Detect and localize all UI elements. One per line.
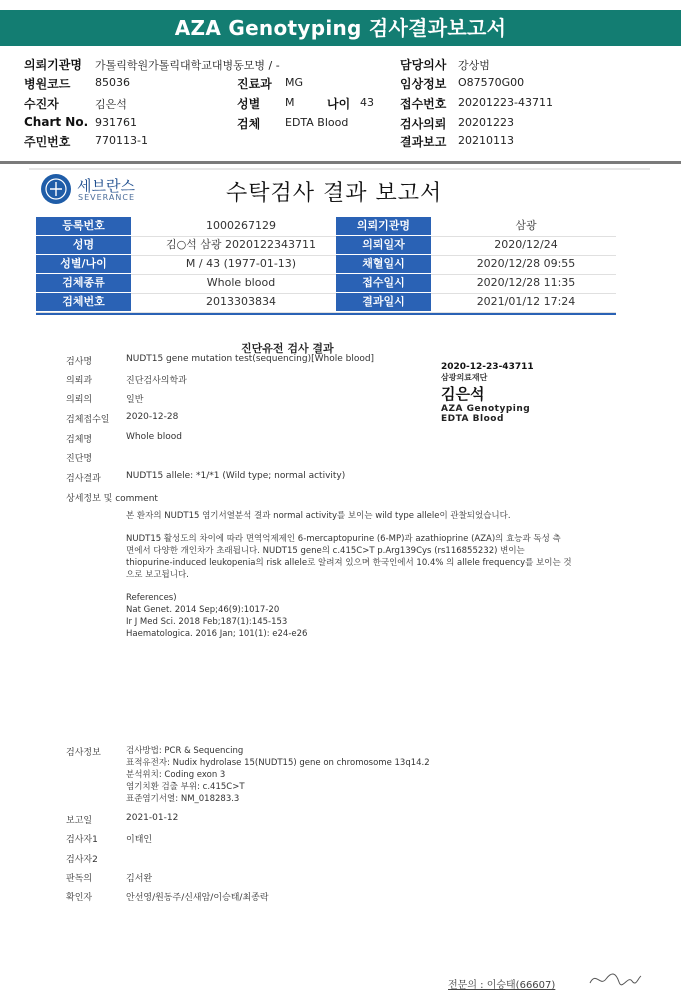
info-value: 1000267129	[206, 219, 276, 232]
resident-no-value: 770113-1	[95, 134, 148, 147]
info-value: 2021/01/12 17:24	[476, 295, 576, 308]
info-value: Whole blood	[206, 276, 276, 289]
header-divider	[0, 161, 681, 164]
patient-label: 수진자	[24, 97, 59, 111]
result-label: 검사결과	[66, 474, 101, 484]
report-day-value: 2021-01-12	[126, 813, 179, 823]
specimen-value: EDTA Blood	[285, 116, 349, 129]
verifier-value: 안선영/원동주/신새암/이승태/최종락	[126, 893, 269, 903]
test-info-line: 표준염기서열: NM_018283.3	[126, 794, 240, 804]
report-date-label: 결과보고	[400, 135, 447, 149]
section-title: 진단유전 검사 결과	[241, 342, 334, 355]
info-label: 채혈일시	[336, 255, 431, 273]
stamp-specimen: EDTA Blood	[441, 414, 504, 424]
doctor-label: 의뢰의	[66, 395, 93, 405]
dept-value: 진단검사의학과	[126, 376, 187, 386]
test-info-label: 검사정보	[66, 748, 101, 758]
signer-line: 전문의 : 이승태(66607)	[448, 980, 556, 991]
comment-line: 본 환자의 NUDT15 염기서열분석 결과 normal activity를 보이는 wild type allele이 관찰되었습니다.	[126, 511, 511, 521]
info-row	[36, 274, 616, 294]
outsourced-test-report	[31, 170, 648, 1000]
test-info-line: 분석위치: Coding exon 3	[126, 770, 226, 780]
hospital-name-value: 가톨릭학원가톨릭대학교대병동모병 / -	[95, 59, 280, 72]
info-label: 접수일시	[336, 274, 431, 292]
stamp-patient: 김은석	[441, 385, 485, 403]
chart-no-label: Chart No.	[24, 115, 89, 129]
severance-logo-icon	[41, 174, 71, 204]
info-label: 의뢰기관명	[336, 217, 431, 235]
comment-line: 으로 보고됩니다.	[126, 570, 189, 580]
request-date-value: 20201223	[458, 116, 514, 129]
info-value: 2020/12/28 09:55	[476, 257, 576, 270]
test-info-line: 염기치환 검출 부위: c.415C>T	[126, 782, 245, 792]
info-row	[36, 255, 616, 275]
age-value: 43	[360, 96, 374, 109]
sex-label: 성별	[237, 97, 261, 111]
info-table-divider	[36, 313, 616, 315]
test-info-line: 검사방법: PCR & Sequencing	[126, 746, 244, 756]
result-value: NUDT15 allele: *1/*1 (Wild type; normal activity)	[126, 471, 346, 481]
info-value: M / 43 (1977-01-13)	[185, 257, 297, 270]
request-date-label: 검사의뢰	[400, 117, 447, 131]
received-date-value: 2020-12-28	[126, 412, 179, 422]
reference-line: Haematologica. 2016 Jan; 101(1): e24-e26	[126, 629, 308, 639]
info-value: 2020/12/24	[494, 238, 558, 251]
specimen-name-label: 검체명	[66, 435, 93, 445]
clinical-info-value: O87570G00	[458, 76, 525, 89]
specimen-label: 검체	[237, 117, 261, 131]
report-date-value: 20210113	[458, 134, 514, 147]
reference-line: References)	[126, 593, 177, 603]
age-label: 나이	[327, 97, 351, 111]
test-name-value: NUDT15 gene mutation test(sequencing)[Whole blood]	[126, 354, 375, 364]
chart-no-value: 931761	[95, 116, 137, 129]
test-name-label: 검사명	[66, 357, 93, 367]
dept-label: 의뢰과	[66, 376, 93, 386]
stamp-test: AZA Genotyping	[441, 404, 531, 414]
reference-line: Ir J Med Sci. 2018 Feb;187(1):145-153	[126, 617, 288, 627]
info-label: 등록번호	[36, 217, 131, 235]
report-title: 수탁검사 결과 보고서	[226, 181, 443, 206]
reader-label: 판독의	[66, 874, 93, 884]
info-value: 2020/12/28 11:35	[476, 276, 576, 289]
diagnosis-label: 진단명	[66, 454, 93, 464]
detail-comment-label: 상세정보 및 comment	[66, 494, 158, 504]
received-date-label: 검체접수일	[66, 415, 110, 425]
info-label: 성별/나이	[36, 255, 131, 273]
reader-value: 김서완	[126, 874, 153, 884]
hospital-code-label: 병원코드	[24, 77, 71, 91]
stamp-accession: 2020-12-23-43711	[441, 362, 534, 372]
info-value: 삼광	[515, 219, 537, 232]
info-label: 검체번호	[36, 293, 131, 311]
specimen-name-value: Whole blood	[126, 432, 182, 442]
hospital-name-label: 의뢰기관명	[24, 58, 82, 72]
severance-logo-sub: SEVERANCE	[78, 193, 135, 202]
patient-value: 김은석	[95, 98, 127, 111]
info-label: 결과일시	[336, 293, 431, 311]
specimen-stamp	[441, 362, 534, 424]
accession-no-value: 20201223-43711	[458, 96, 553, 109]
hospital-code-value: 85036	[95, 76, 130, 89]
tester1-label: 검사자1	[66, 835, 98, 845]
doctor-value: 강상범	[458, 59, 490, 72]
info-value: 2013303834	[206, 295, 276, 308]
info-label: 검체종류	[36, 274, 131, 292]
accession-no-label: 접수번호	[400, 97, 447, 111]
info-row	[36, 217, 616, 237]
info-row	[36, 293, 616, 313]
verifier-label: 확인자	[66, 893, 93, 903]
tester1-value: 이태인	[126, 835, 153, 845]
test-info-line: 표적유전자: Nudix hydrolase 15(NUDT15) gene on chromosome 13q14.2	[126, 758, 430, 768]
department-value: MG	[285, 76, 304, 89]
sex-value: M	[285, 96, 295, 109]
severance-logo-name: 세브란스	[77, 177, 135, 195]
info-label: 성명	[36, 236, 131, 254]
info-value: 김○석 삼광 2020122343711	[165, 238, 317, 251]
report-banner: AZA Genotyping 검사결과보고서	[0, 10, 681, 46]
info-label: 의뢰일자	[336, 236, 431, 254]
department-label: 진료과	[237, 77, 272, 91]
doctor-label: 담당의사	[400, 58, 447, 72]
comment-line: thiopurine-induced leukopenia의 risk allele로 알려져 있으며 한국인에서 10.4% 의 allele frequency를 보이는 것	[126, 558, 572, 568]
comment-line: NUDT15 활성도의 차이에 따라 면역억제제인 6-mercaptopurine (6-MP)과 azathioprine (AZA)의 효능과 독성 측	[126, 534, 561, 544]
resident-no-label: 주민번호	[24, 135, 71, 149]
info-row	[36, 236, 616, 256]
clinical-info-label: 임상정보	[400, 77, 447, 91]
doctor-value: 일반	[126, 395, 144, 405]
tester2-label: 검사자2	[66, 855, 98, 865]
report-day-label: 보고일	[66, 816, 93, 826]
stamp-lab: 삼광의료재단	[441, 373, 488, 382]
reference-line: Nat Genet. 2014 Sep;46(9):1017-20	[126, 605, 280, 615]
comment-line: 면에서 다양한 개인차가 초래됩니다. NUDT15 gene의 c.415C>T p.Arg139Cys (rs116855232) 변이는	[126, 546, 525, 556]
signature-icon	[588, 967, 643, 989]
